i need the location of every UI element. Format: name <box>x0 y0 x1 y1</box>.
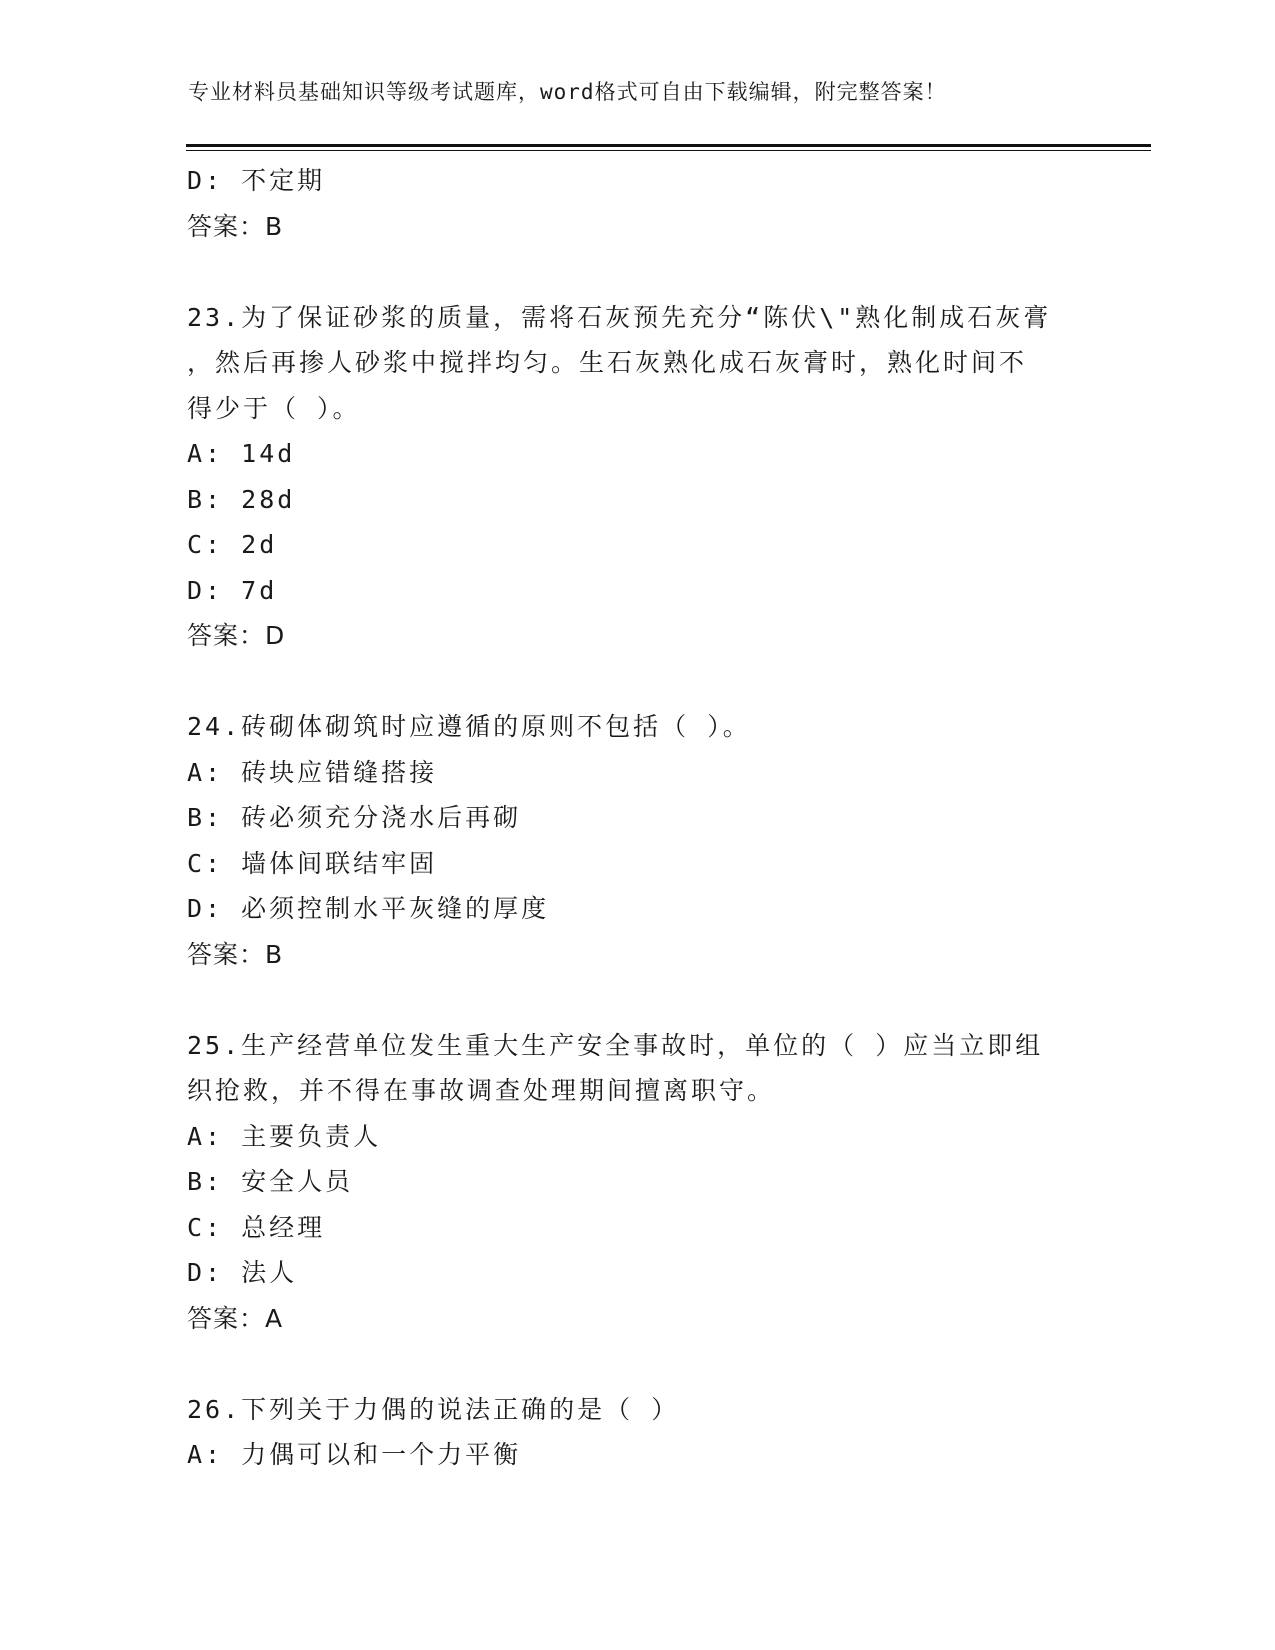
option-c: C: 2d <box>187 530 278 559</box>
option-d: D: 法人 <box>187 1258 298 1287</box>
answer-line: 答案：B <box>187 211 284 241</box>
header-rule-thin <box>186 150 1151 151</box>
option-d: D: 不定期 <box>187 166 326 195</box>
question-text-line: 24.砖砌体砌筑时应遵循的原则不包括（ ）。 <box>187 712 751 741</box>
spacer <box>187 249 1087 295</box>
page-header: 专业材料员基础知识等级考试题库，word格式可自由下载编辑，附完整答案！ <box>188 80 947 104</box>
question-24 <box>187 704 1087 977</box>
question-text-line: 26.下列关于力偶的说法正确的是（ ） <box>187 1394 680 1424</box>
option-b: B: 28d <box>187 484 296 514</box>
question-content <box>187 158 1087 1478</box>
option-b: B: 安全人员 <box>187 1167 354 1196</box>
question-text-line: 23.为了保证砂浆的质量，需将石灰预先充分“陈伏\"熟化制成石灰膏 <box>187 302 1052 332</box>
question-text-line: ，然后再掺人砂浆中搅拌均匀。生石灰熟化成石灰膏时，熟化时间不 <box>187 348 1028 377</box>
spacer <box>187 977 1087 1023</box>
spacer <box>187 1341 1087 1387</box>
question-text-line: 织抢救，并不得在事故调查处理期间擅离职守。 <box>187 1076 776 1105</box>
answer-line: 答案：A <box>187 1303 284 1333</box>
option-a: A: 砖块应错缝搭接 <box>187 757 438 787</box>
question-26 <box>187 1387 1087 1478</box>
option-a: A: 力偶可以和一个力平衡 <box>187 1440 522 1469</box>
question-23 <box>187 295 1087 659</box>
option-c: C: 总经理 <box>187 1212 326 1242</box>
header-rule-thick <box>186 144 1151 147</box>
option-a: A: 主要负责人 <box>187 1121 382 1151</box>
question-text-line: 得少于（ ）。 <box>187 393 361 423</box>
answer-line: 答案：B <box>187 939 284 969</box>
option-d: D: 必须控制水平灰缝的厚度 <box>187 894 550 923</box>
option-c: C: 墙体间联结牢固 <box>187 848 438 878</box>
option-b: B: 砖必须充分浇水后再砌 <box>187 803 522 832</box>
option-a: A: 14d <box>187 439 296 468</box>
option-d: D: 7d <box>187 575 278 605</box>
question-text-line: 25.生产经营单位发生重大生产安全事故时，单位的（ ）应当立即组 <box>187 1030 1044 1060</box>
spacer <box>187 659 1087 705</box>
answer-line: 答案：D <box>187 621 286 650</box>
question-25 <box>187 1023 1087 1342</box>
